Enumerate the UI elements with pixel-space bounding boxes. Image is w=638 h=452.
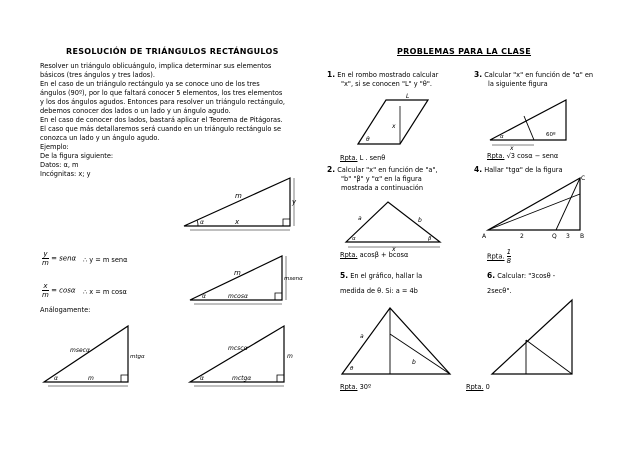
problem-line: "x", si se conocen "L" y "θ". [341, 80, 432, 88]
theta-label: θ [350, 366, 354, 372]
problem-line: la siguiente figura [488, 80, 548, 88]
n3-label: 3 [566, 233, 570, 240]
answer-label: Rpta. [466, 383, 484, 391]
figure-triangle-sec-tg [40, 318, 145, 388]
Q-label: Q [552, 233, 557, 240]
answer-3 [487, 152, 558, 161]
figure-rhombus [352, 92, 432, 150]
x-label: x [392, 246, 396, 253]
paragraph-line: y los dos ángulos agudos. Entonces para resolver un triángulo rectángulo, [40, 98, 286, 106]
x-label: x [510, 145, 514, 152]
problem-number: 3. [474, 70, 483, 79]
answer-label: Rpta. [340, 154, 358, 162]
figure-triangle-root3 [486, 94, 578, 150]
answer-2 [340, 251, 408, 260]
answer-num: 1 [506, 248, 512, 256]
angle-label: α [200, 375, 204, 382]
angle-label: α [200, 219, 204, 226]
A-label: A [482, 233, 487, 240]
equation-cos [42, 282, 76, 299]
horiz-label: x [235, 218, 240, 226]
answer-value: acosβ + bcosα [359, 251, 409, 259]
answer-1 [340, 154, 385, 163]
problem-line: Calcular: "3cosθ - [497, 272, 556, 280]
hyp-label: mcscα [228, 345, 248, 352]
problem-line: 2secθ". [487, 287, 512, 295]
horiz-label: mcosα [228, 293, 248, 300]
problem-line: En el gráfico, hallar la [350, 272, 423, 280]
paragraph-line: ángulos (90º), por lo que faltará conocer 5 elementos, los tres elementos [40, 89, 283, 97]
eq2-rhs: = cosα [51, 286, 76, 295]
hyp-label: m [234, 269, 241, 277]
answer-value: 30º [359, 383, 372, 391]
problem-number: 1. [327, 70, 336, 79]
data-line: Datos: α, m [40, 161, 79, 169]
answer-label: Rpta. [340, 383, 358, 391]
vert-label: mtgα [130, 354, 145, 360]
problem-2 [327, 165, 438, 193]
hyp-label: msecα [70, 347, 90, 354]
vert-label: y [292, 198, 297, 206]
problem-5 [340, 268, 422, 299]
b-label: b [412, 359, 416, 366]
hyp-label: m [235, 192, 242, 200]
figure-nested-triangles [338, 298, 458, 380]
problem-line: Calcular "x" en función de "α" en [484, 71, 594, 79]
paragraph-line: conozca un lado y un ángulo agudo. [40, 134, 160, 142]
problem-number: 2. [327, 165, 336, 174]
problem-6 [487, 268, 555, 299]
b-label: b [418, 217, 422, 224]
paragraph-line: básicos (tres ángulos y tres lados). [40, 71, 155, 79]
answer-value: L . senθ [359, 154, 386, 162]
paragraph-line: El caso que más detallaremos será cuando en un triángulo rectángulo se [40, 125, 282, 133]
figure-triangle-csc-ctg [186, 318, 301, 388]
x-label: x [392, 123, 396, 130]
side-label: L [406, 93, 410, 100]
alpha-label: α [352, 236, 356, 242]
figure-triangle-cos-sin [186, 248, 303, 306]
problem-line: mostrada a continuación [341, 184, 424, 192]
answer-4 [487, 248, 511, 265]
figure-triangle-abcq [480, 172, 592, 242]
paragraph-line: Resolver un triángulo oblicuángulo, implica determinar sus elementos [40, 62, 272, 70]
C-label: C [581, 175, 586, 182]
eq2-den: m [42, 291, 49, 299]
problem-line: En el rombo mostrado calcular [337, 71, 439, 79]
angle60-label: 60º [546, 132, 556, 138]
problem-number: 6. [487, 271, 496, 280]
vert-label: msenα [284, 276, 303, 282]
answer-label: Rpta. [487, 152, 505, 160]
angle-label: θ [366, 136, 370, 143]
problem-3 [474, 70, 593, 89]
eq1-result: ∴ y = m senα [83, 256, 128, 264]
analog-label: Análogamente: [40, 306, 91, 314]
B-label: B [580, 233, 585, 240]
horiz-label: mctgα [232, 375, 252, 382]
unknowns-line: Incógnitas: x; y [40, 170, 91, 178]
answer-5 [340, 383, 371, 392]
answer-label: Rpta. [340, 251, 358, 259]
problem-line: Hallar "tgα" de la figura [484, 166, 563, 174]
eq2-result: ∴ x = m cosα [83, 288, 127, 296]
equation-sin [42, 250, 76, 267]
eq1-den: m [42, 259, 49, 267]
left-title: RESOLUCIÓN DE TRIÁNGULOS RECTÁNGULOS [66, 47, 279, 56]
figure-triangle-basic [180, 172, 300, 232]
answer-den: 8 [506, 257, 512, 265]
paragraph-line: En el caso de conocer dos lados, bastará aplicar el Teorema de Pitágoras. [40, 116, 283, 124]
n2-label: 2 [520, 233, 524, 240]
right-title: PROBLEMAS PARA LA CLASE [397, 47, 532, 56]
a-label: a [358, 215, 362, 222]
horiz-label: m [88, 375, 94, 382]
figure-triangle-perp [486, 296, 580, 380]
paragraph-line: En el caso de un triángulo rectángulo ya se conoce uno de los tres [40, 80, 260, 88]
example-label: Ejemplo: [40, 143, 69, 151]
problem-line: "b" "β" y "α" en la figura [341, 175, 422, 183]
problem-1 [327, 70, 438, 89]
eq2-num: x [43, 282, 48, 290]
angle-label: α [202, 293, 206, 300]
eq1-num: y [43, 250, 48, 258]
angle-label: α [500, 134, 504, 140]
angle-label: α [54, 375, 58, 382]
beta-label: β [428, 236, 432, 242]
a-label: a [360, 333, 364, 340]
problem-number: 5. [340, 271, 349, 280]
answer-value: 0 [485, 383, 490, 391]
intro-paragraph [40, 62, 285, 179]
problem-line: medida de θ. Si: a = 4b [340, 287, 418, 295]
problem-number: 4. [474, 165, 483, 174]
answer-label: Rpta. [487, 252, 505, 261]
figure-triangle-a-b [340, 196, 450, 251]
answer-6 [466, 383, 490, 392]
answer-value: √3 cosα − senα [506, 152, 559, 160]
vert-label: m [287, 353, 293, 360]
eq1-rhs: = senα [51, 254, 77, 263]
paragraph-line: debemos conocer dos lados o un lado y un ángulo agudo. [40, 107, 231, 115]
from-figure-text: De la figura siguiente: [40, 152, 114, 160]
problem-line: Calcular "x" en función de "a", [337, 166, 438, 174]
